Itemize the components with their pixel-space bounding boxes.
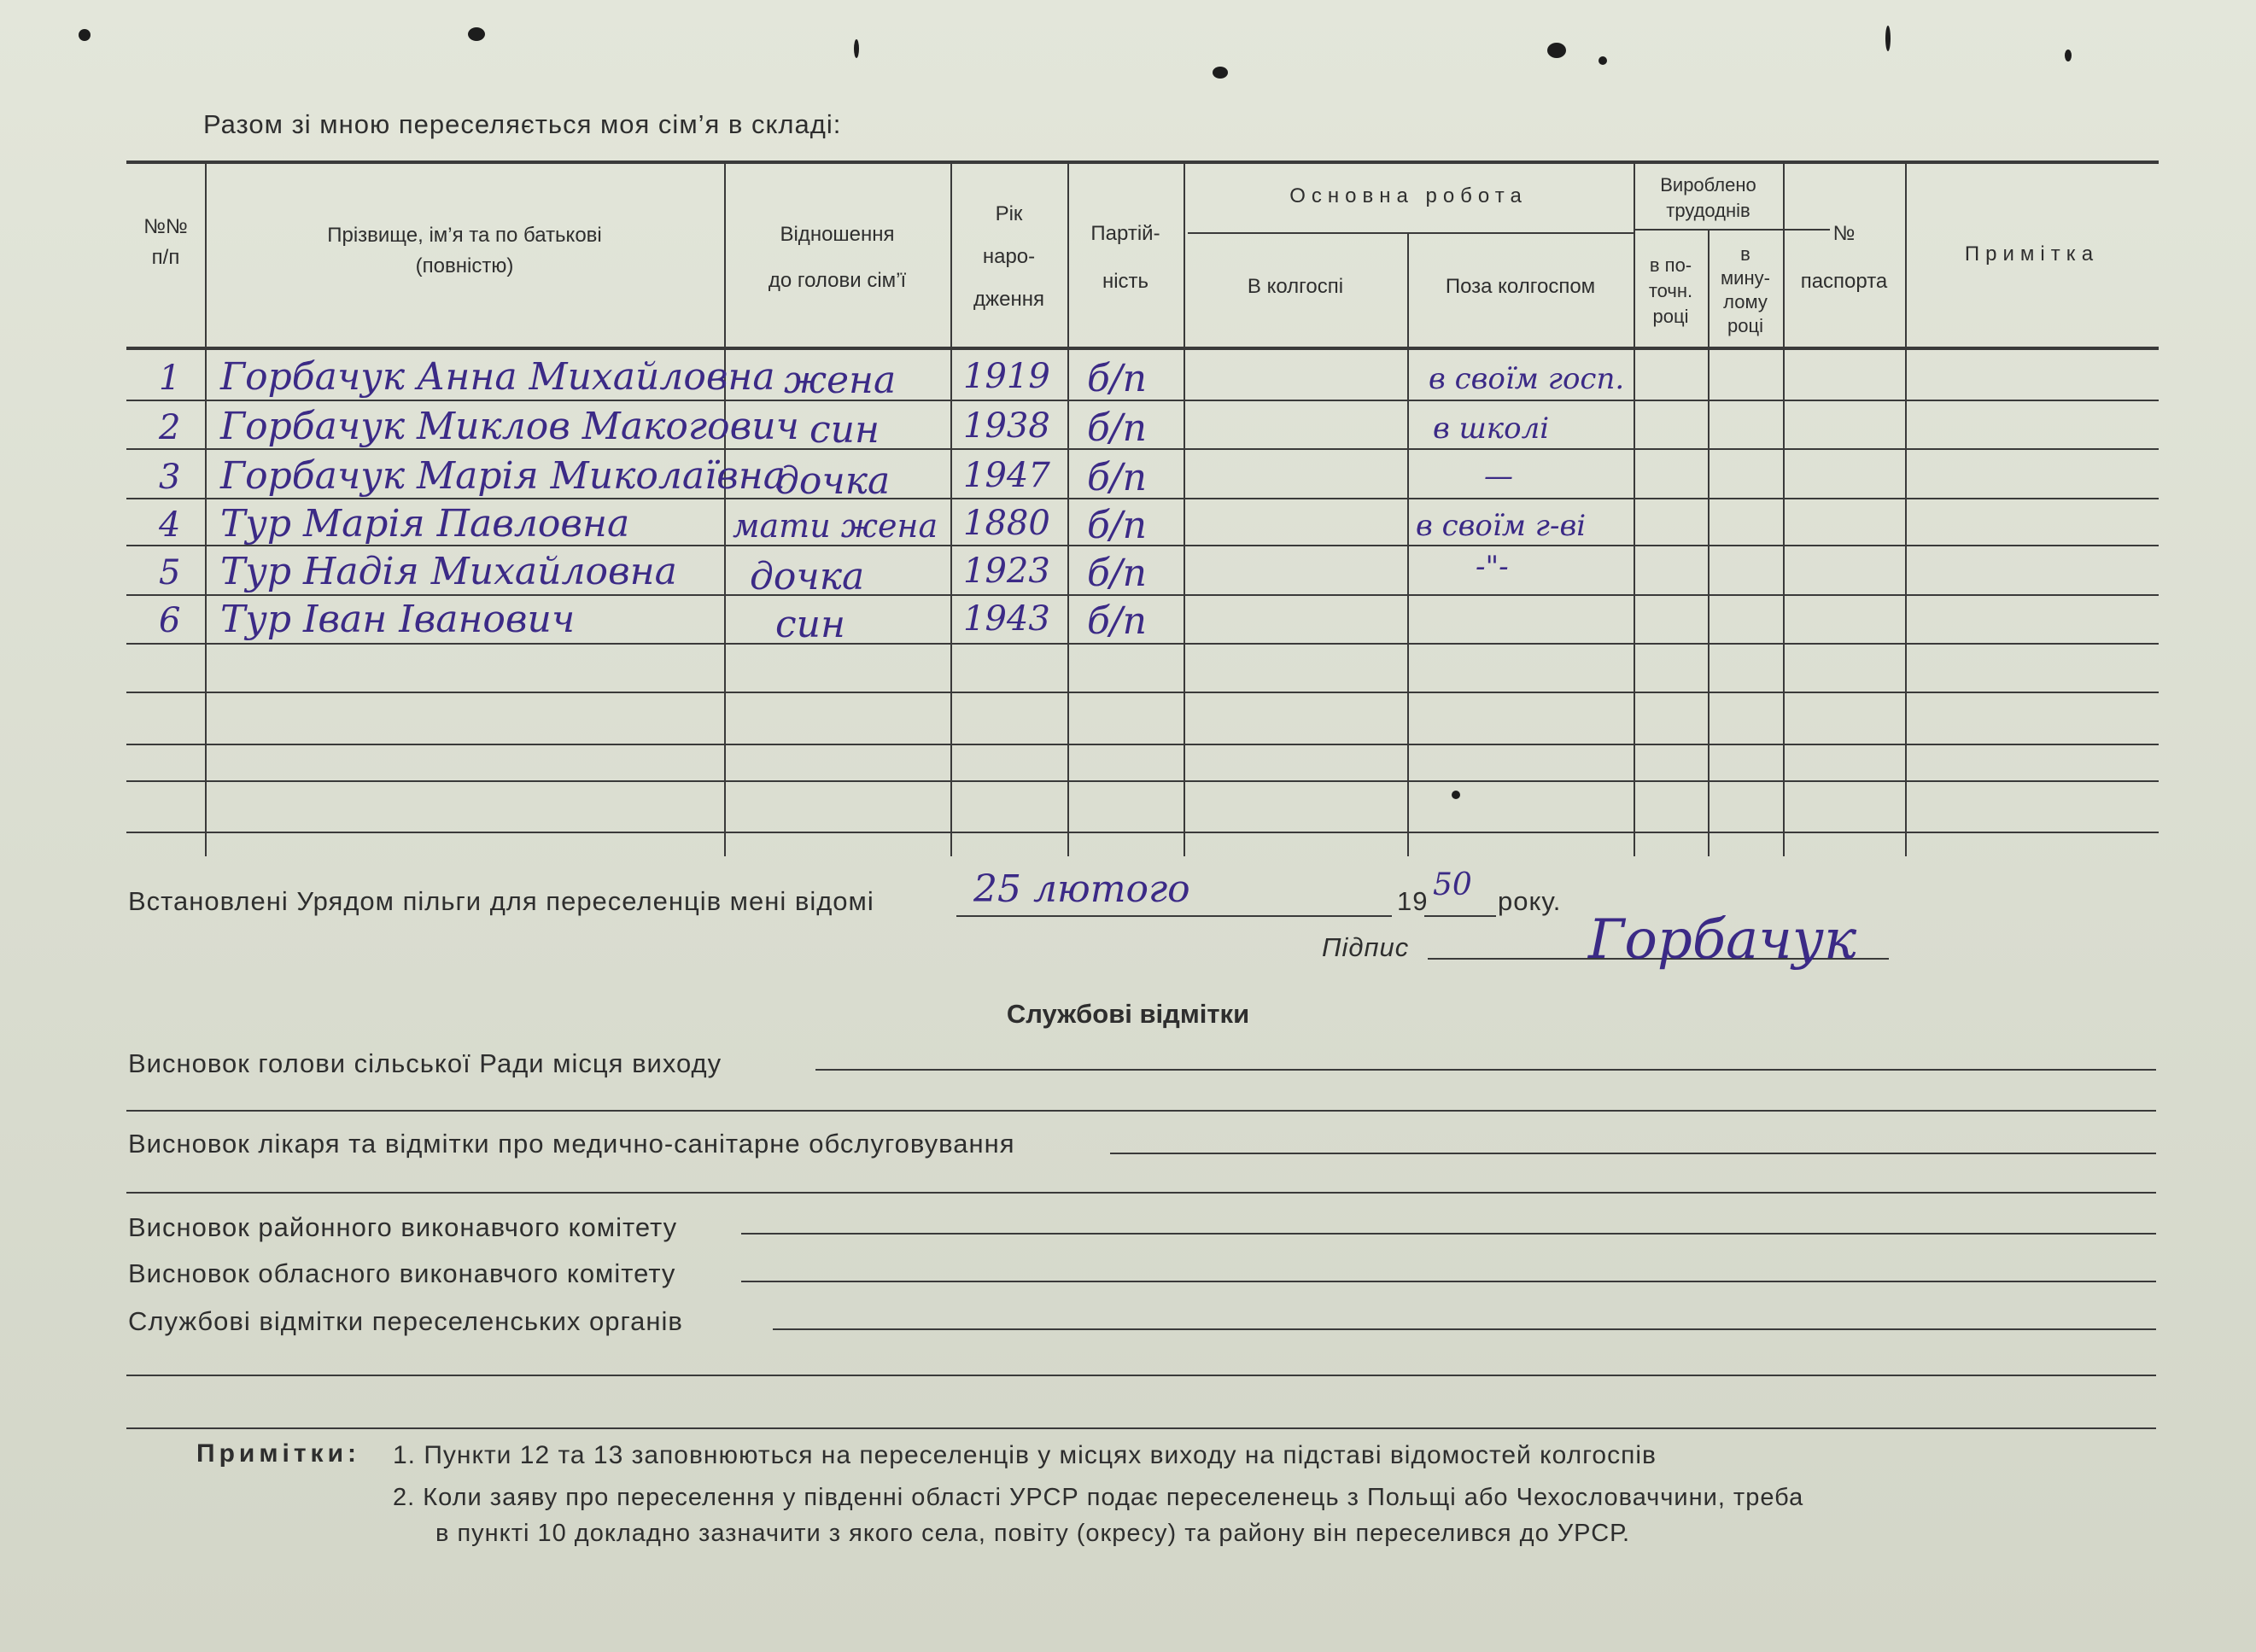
header-current-year: в по- точн. році [1648, 254, 1693, 327]
signature-label: Підпис [1322, 932, 1410, 962]
row-name: Горбачук Анна Михайловна [220, 355, 775, 399]
header-outside-kolhosp: Поза колгоспом [1445, 275, 1596, 298]
header-in-kolhosp: В колгоспі [1247, 275, 1344, 298]
row-num: 3 [159, 458, 181, 497]
speck [79, 29, 91, 41]
header-party: Партій- ність [1090, 222, 1160, 293]
row-name: Горбачук Марія Миколаївна [220, 454, 786, 498]
row-year: 1938 [963, 406, 1050, 446]
family-table [126, 161, 2159, 856]
row-name: Горбачук Миклов Макогович [220, 405, 799, 448]
privileges-date: 25 лютого [973, 867, 1190, 911]
notes-label: Примітки: [196, 1439, 360, 1468]
row-name: Тур Марія Павловна [220, 502, 630, 546]
speck [1885, 26, 1891, 51]
row-party: б/п [1087, 552, 1148, 595]
header-birth-year: Рік наро- дження [973, 202, 1044, 311]
service-line-5: Службові відмітки переселенських органів [128, 1306, 683, 1336]
row-relation: дочка [775, 459, 891, 503]
speck [1547, 43, 1566, 58]
speck [1213, 67, 1228, 79]
speck [1598, 56, 1607, 65]
row-party: б/п [1087, 357, 1148, 400]
row-year: 1880 [963, 504, 1050, 543]
privileges-text: Встановлені Урядом пільги для переселенців мені відомі [128, 886, 874, 916]
header-num: №№ п/п [143, 215, 188, 269]
header-main-work: Основна робота [1289, 184, 1528, 207]
service-line-2: Висновок лікаря та відмітки про медично-санітарне обслуговування [128, 1129, 1015, 1159]
row-outside-kolhosp: — [1484, 459, 1513, 493]
row-party: б/п [1087, 456, 1148, 499]
row-outside-kolhosp: -"- [1476, 550, 1509, 584]
year-suffix: року. [1498, 886, 1562, 916]
row-outside-kolhosp: в своїм госп. [1429, 362, 1625, 396]
row-party: б/п [1087, 504, 1148, 547]
service-line-1: Висновок голови сільської Ради місця виходу [128, 1048, 722, 1078]
row-num: 2 [159, 408, 181, 447]
service-title: Службові відмітки [1006, 999, 1250, 1029]
row-year: 1947 [963, 456, 1050, 495]
privileges-year: 50 [1433, 867, 1472, 902]
row-num: 5 [159, 553, 181, 593]
header-name: Прізвище, ім’я та по батькові (повністю) [327, 224, 602, 277]
row-name: Тур Іван Іванович [220, 598, 576, 641]
service-line-4: Висновок обласного виконавчого комітету [128, 1258, 676, 1288]
row-year: 1919 [963, 357, 1050, 396]
intro-text: Разом зі мною переселяється моя сім’я в складі: [203, 109, 842, 139]
note-1: 1. Пункти 12 та 13 заповнюються на переселенців у місцях виходу на підставі відомостей колгоспів [393, 1441, 1657, 1469]
row-num: 6 [159, 601, 181, 640]
header-note: Примітка [1964, 242, 2100, 266]
row-relation: син [775, 603, 845, 646]
row-outside-kolhosp: в своїм г-ві [1416, 509, 1587, 543]
row-num: 4 [159, 505, 181, 545]
row-year: 1943 [963, 599, 1050, 639]
year-prefix: 19 [1397, 886, 1429, 916]
header-passport: № паспорта [1800, 222, 1888, 293]
note-2-line-2: в пункті 10 докладно зазначити з якого села, повіту (окресу) та району він переселився до УРСР. [435, 1520, 1631, 1547]
row-outside-kolhosp: в школі [1433, 412, 1550, 446]
speck [2065, 50, 2072, 61]
row-relation: мати жена [733, 507, 938, 545]
row-party: б/п [1087, 406, 1148, 450]
service-line-3: Висновок районного виконавчого комітету [128, 1212, 678, 1242]
row-relation: жена [784, 359, 897, 402]
header-workdays: Вироблено трудоднів [1660, 174, 1756, 221]
row-name: Тур Надія Михайловна [220, 550, 677, 593]
speck [854, 39, 859, 58]
header-relation: Відношення до голови сім’ї [768, 223, 907, 292]
note-2-line-1: 2. Коли заяву про переселення у південні області УРСР подає переселенець з Польщі або Чехословаччини, треба [393, 1484, 1804, 1511]
row-year: 1923 [963, 552, 1050, 591]
header-past-year: в мину- лому році [1721, 243, 1770, 336]
signature: Горбачук [1588, 908, 1857, 972]
row-num: 1 [159, 359, 181, 398]
row-relation: дочка [750, 555, 865, 598]
speck [468, 27, 485, 41]
row-relation: син [809, 408, 880, 452]
row-party: б/п [1087, 599, 1148, 643]
